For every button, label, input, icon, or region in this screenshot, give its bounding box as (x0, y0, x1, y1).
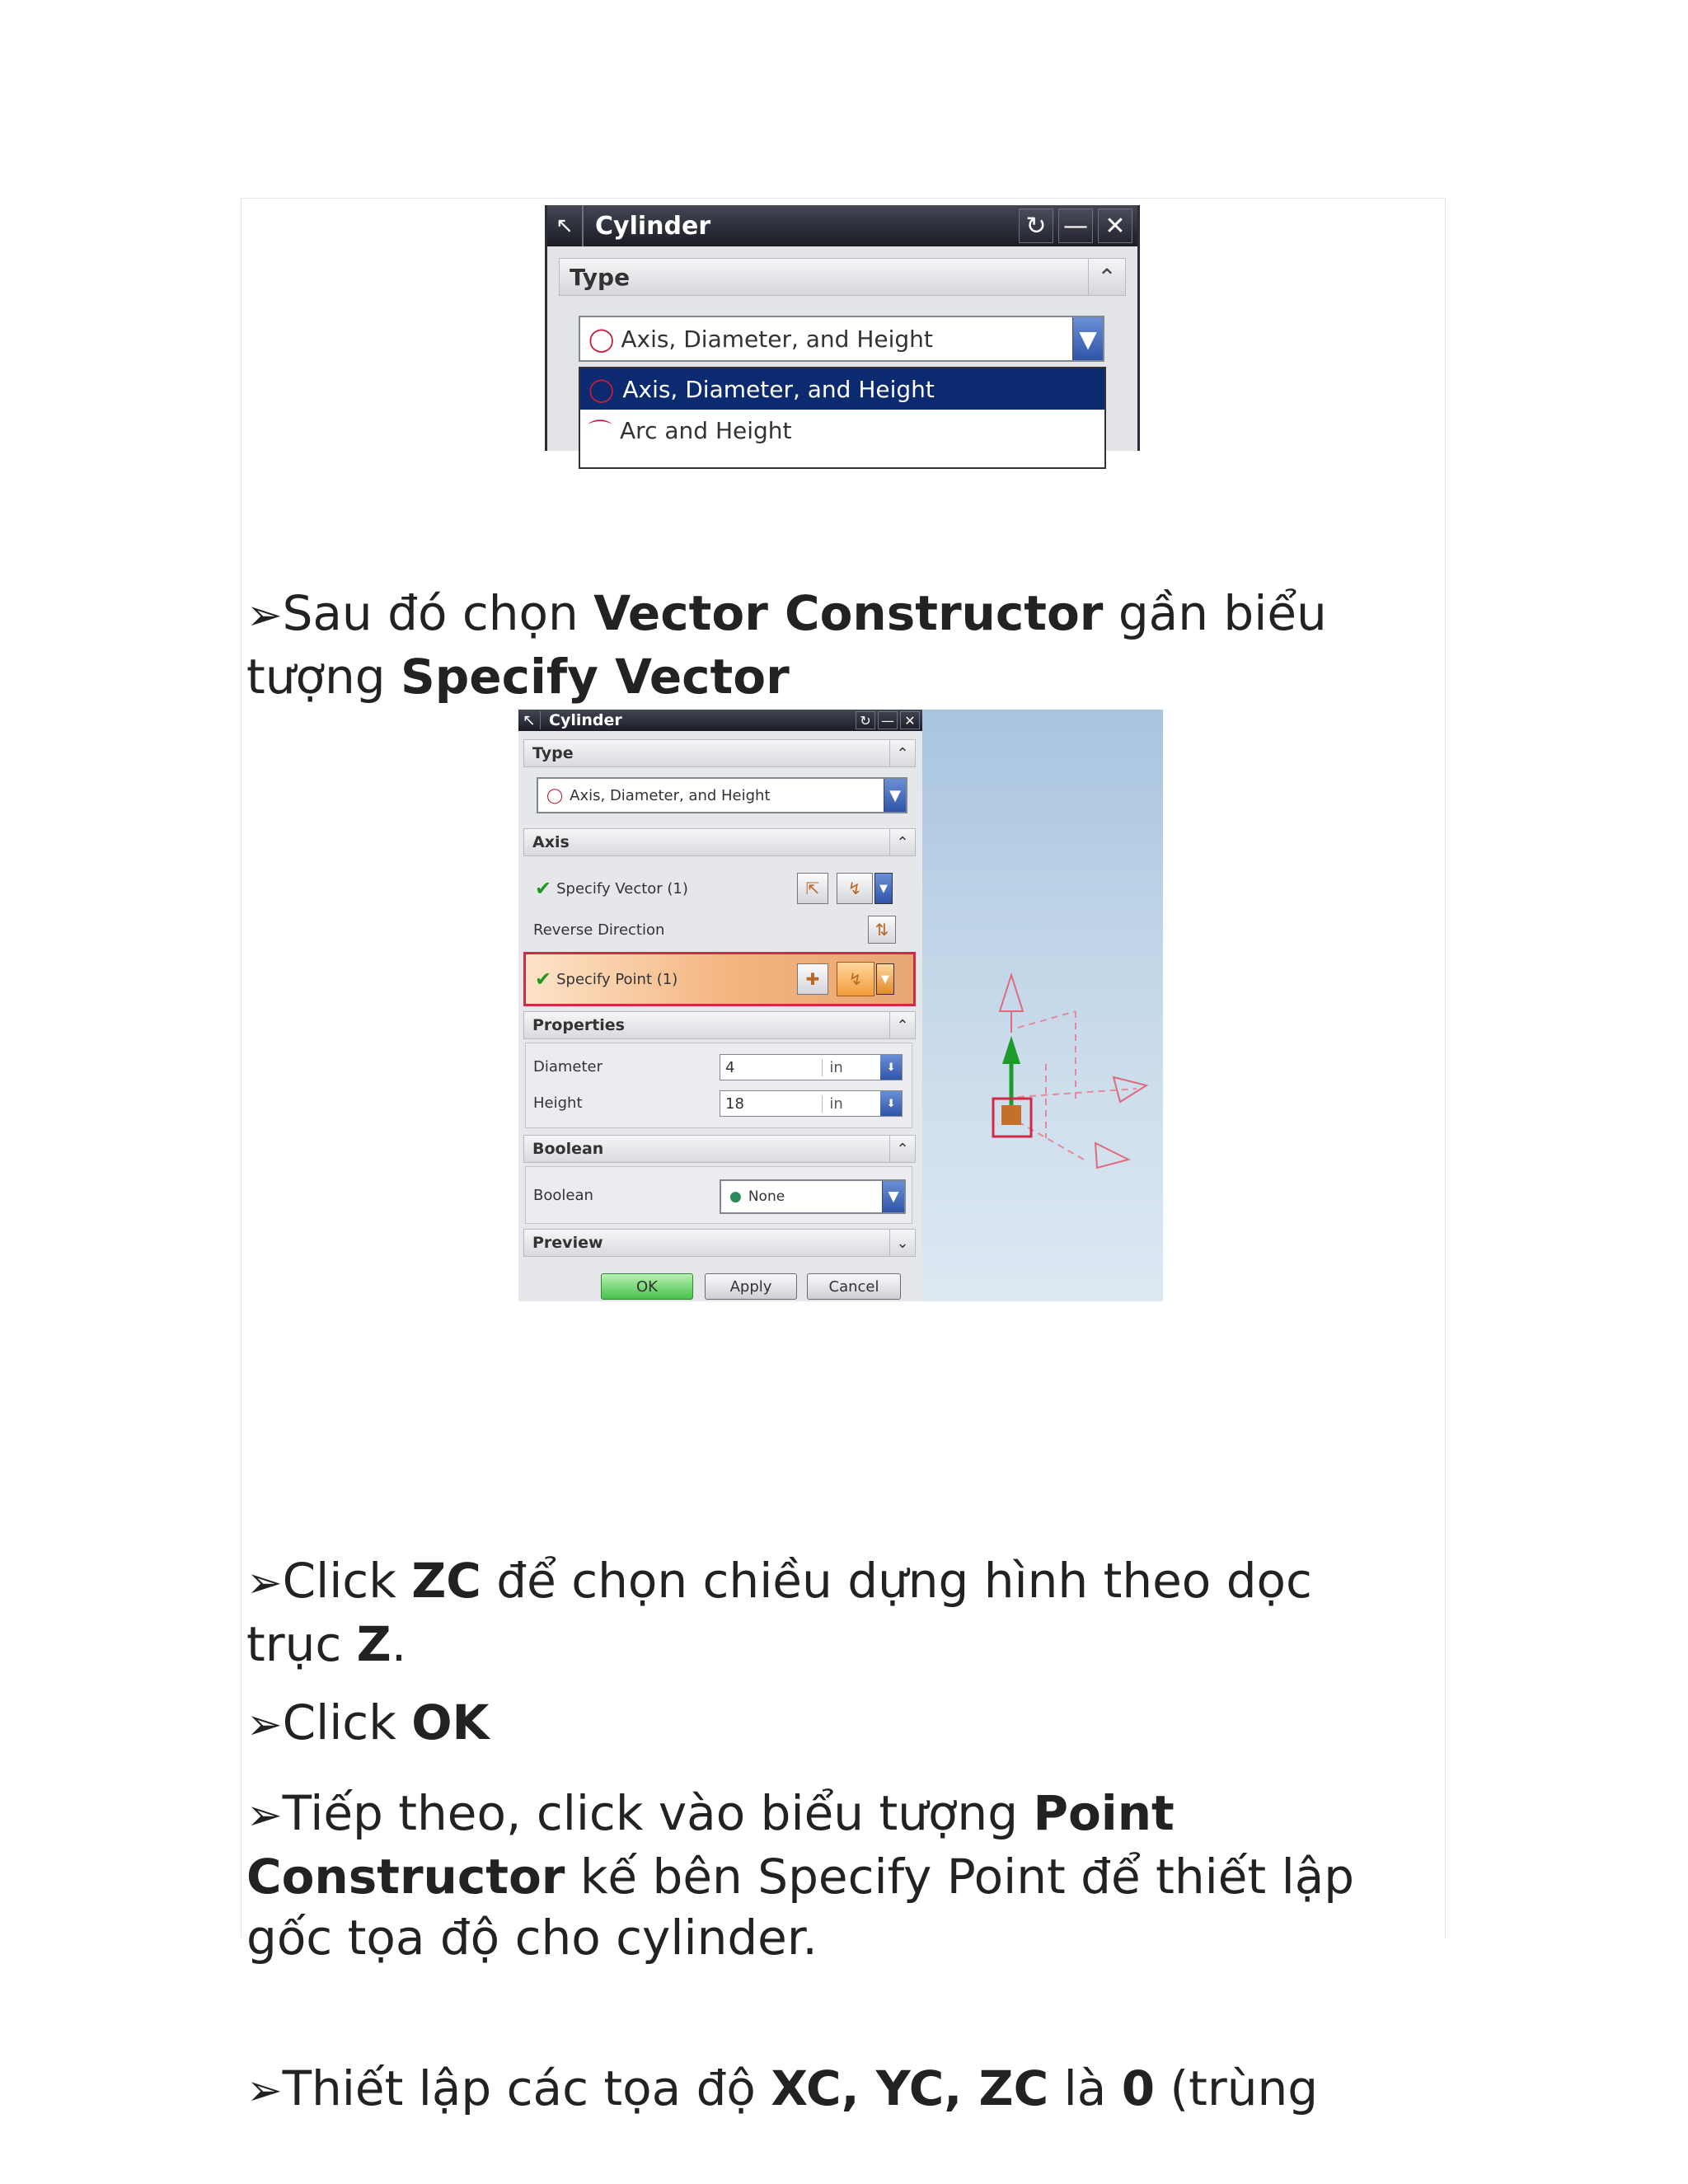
dialog-title-bar (547, 205, 1137, 246)
chevron-down-icon[interactable]: ⌄ (889, 1230, 915, 1256)
arrow-down-icon[interactable]: ⬇ (880, 1055, 902, 1080)
graphics-viewport[interactable] (922, 710, 1163, 1301)
instruction-paragraph-4: ➢Tiếp theo, click vào biểu tượng Point Constructor kế bên Specify Point để thiết lập gốc tọa độ cho cylinder. (246, 1785, 1355, 1966)
reverse-direction-icon[interactable]: ⇅ (868, 916, 896, 944)
reverse-direction-row: Reverse Direction (533, 921, 665, 939)
check-icon: ✔ (535, 968, 552, 991)
chevron-up-icon[interactable]: ⌃ (889, 1136, 915, 1162)
bullet-arrow-icon: ➢ (246, 1791, 283, 1840)
chevron-down-icon[interactable]: ▼ (1072, 317, 1103, 360)
chevron-down-icon[interactable]: ▼ (874, 873, 893, 904)
chevron-up-icon[interactable]: ⌃ (889, 740, 915, 766)
specify-vector-row: ✔ Specify Vector (1) (535, 877, 688, 900)
specify-point-row: ✔ Specify Point (1) (535, 968, 678, 991)
cylinder-type-icon: ◯ (546, 786, 564, 804)
axis-triad-graphic (922, 710, 1163, 1301)
axis-type-icon: ◯ (588, 375, 615, 403)
chevron-down-icon[interactable]: ▼ (876, 963, 894, 995)
chevron-up-icon[interactable]: ⌃ (889, 1012, 915, 1038)
properties-section-header[interactable]: Properties ⌃ (523, 1011, 916, 1039)
arc-type-icon: ⌒ (588, 418, 612, 445)
vector-constructor-icon[interactable]: ⇱ (797, 873, 828, 904)
type-dropdown-list (579, 367, 1106, 469)
minimize-icon[interactable]: — (1058, 209, 1093, 243)
cancel-button[interactable]: Cancel (807, 1273, 901, 1300)
height-row: Height (533, 1094, 583, 1112)
ok-button[interactable]: OK (601, 1273, 693, 1300)
instruction-paragraph-3: ➢Click OK (246, 1694, 490, 1750)
instruction-paragraph-1: ➢Sau đó chọn Vector Constructor gần biểu tượng Specify Vector (246, 585, 1327, 705)
diameter-field[interactable]: 4 in ⬇ (720, 1054, 903, 1080)
preview-section-header[interactable]: Preview ⌄ (523, 1229, 916, 1257)
cylinder-dialog-full (518, 710, 1163, 1301)
inferred-vector-icon[interactable]: ↯ (837, 873, 873, 904)
instruction-paragraph-2: ➢Click ZC để chọn chiều dựng hình theo dọc trục Z. (246, 1553, 1312, 1672)
height-field[interactable]: 18 in ⬇ (720, 1090, 903, 1117)
boolean-row: Boolean (533, 1186, 593, 1204)
bullet-arrow-icon: ➢ (246, 2066, 283, 2116)
dialog-title-bar (518, 710, 922, 731)
type-combo-value: Axis, Diameter, and Height (621, 325, 933, 353)
dialog-panel (518, 710, 922, 1301)
reset-icon[interactable]: ↻ (1019, 209, 1053, 243)
document-page (241, 198, 1446, 2116)
type-combo[interactable] (579, 316, 1104, 362)
minimize-icon[interactable]: — (878, 711, 898, 729)
boolean-section-header[interactable]: Boolean ⌃ (523, 1135, 916, 1163)
dialog-title: Cylinder (595, 211, 711, 241)
check-icon: ✔ (535, 877, 552, 900)
cylinder-dialog-type-dropdown (545, 205, 1140, 451)
type-combo[interactable]: ◯ Axis, Diameter, and Height ▼ (537, 777, 907, 813)
instruction-paragraph-5: ➢Thiết lập các tọa độ XC, YC, ZC là 0 (trùng (246, 2060, 1319, 2116)
dropdown-option-axis-diameter-height[interactable]: ◯ Axis, Diameter, and Height (580, 368, 1104, 410)
chevron-down-icon[interactable]: ▼ (884, 779, 906, 812)
reset-icon[interactable]: ↻ (856, 711, 875, 729)
pin-icon[interactable]: ↖ (547, 205, 584, 246)
dropdown-option-arc-height[interactable]: ⌒ Arc and Height (580, 410, 1104, 451)
chevron-up-icon[interactable]: ⌃ (1088, 259, 1125, 295)
bullet-arrow-icon: ➢ (246, 1558, 283, 1608)
arrow-down-icon[interactable]: ⬇ (880, 1091, 902, 1116)
type-section-header[interactable] (559, 258, 1126, 296)
type-section-label: Type (570, 263, 631, 291)
type-section-header[interactable]: Type ⌃ (523, 739, 916, 767)
point-constructor-icon[interactable]: ✚ (797, 963, 828, 995)
chevron-down-icon[interactable]: ▼ (882, 1181, 904, 1212)
bullet-arrow-icon: ➢ (246, 591, 283, 640)
chevron-up-icon[interactable]: ⌃ (889, 829, 915, 855)
inferred-point-icon[interactable]: ↯ (837, 962, 874, 996)
apply-button[interactable]: Apply (705, 1273, 797, 1300)
cylinder-type-icon: ◯ (588, 325, 615, 353)
axis-section-header[interactable]: Axis ⌃ (523, 828, 916, 856)
dialog-title: Cylinder (549, 711, 622, 729)
pin-icon[interactable]: ↖ (518, 711, 541, 729)
close-icon[interactable]: ✕ (900, 711, 920, 729)
boolean-none-icon: ● (729, 1188, 742, 1205)
diameter-row: Diameter (533, 1057, 603, 1076)
boolean-combo[interactable]: ● None ▼ (720, 1179, 906, 1214)
close-icon[interactable]: ✕ (1098, 209, 1132, 243)
bullet-arrow-icon: ➢ (246, 1700, 283, 1750)
